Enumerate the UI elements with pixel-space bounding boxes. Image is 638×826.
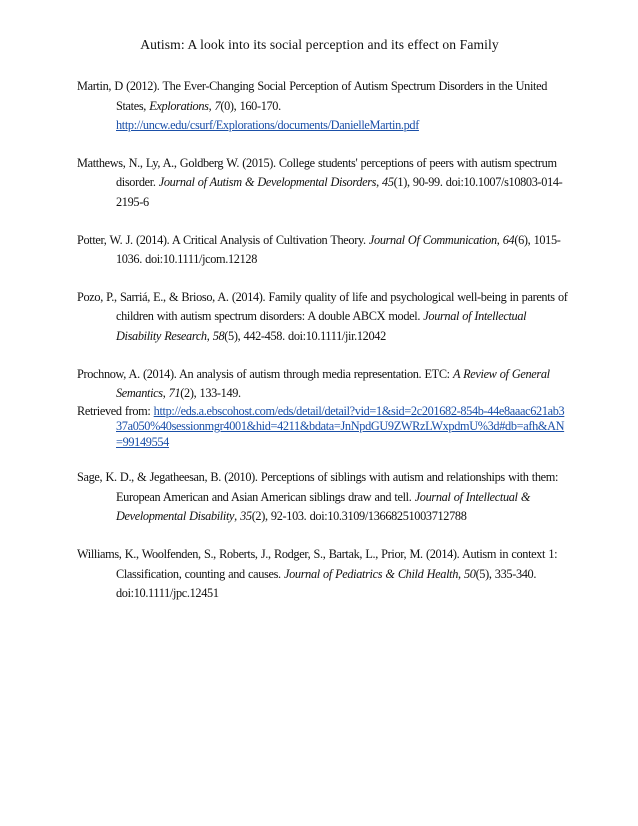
reference-link[interactable]: http://eds.a.ebscohost.com/eds/detail/detail?vid=1&sid=2c201682-854b-44e8aaac621ab337a050%40sessionmgr4001&hid=4211&bdata=JnNpdGU9ZWRzLWxpdmU%3d#db=afh&AN=99149554 <box>116 403 565 449</box>
reference-journal: A Review of General Semantics <box>116 366 550 401</box>
reference-journal: Journal Of Communication <box>368 232 497 247</box>
reference-separator: , <box>234 509 241 524</box>
reference-text: Matthews, N., Ly, A., Goldberg W. (2015). College students' perceptions of peers with autism spectrum disorder. <box>77 155 557 190</box>
reference-entry <box>77 365 568 451</box>
reference-details: (6), 1015-1036. doi:10.1111/jcom.12128 <box>116 232 561 267</box>
reference-volume: 64 <box>502 232 515 247</box>
reference-separator: , <box>376 175 383 190</box>
reference-journal: Explorations, 7 <box>149 98 221 113</box>
reference-text: Martin, D (2012). The Ever-Changing Social Perception of Autism Spectrum Disorders in the United States, <box>77 79 548 113</box>
reference-list <box>77 77 568 604</box>
reference-volume: 58 <box>212 328 225 343</box>
reference-text: Potter, W. J. (2014). A Critical Analysis of Cultivation Theory. <box>77 232 369 247</box>
reference-link[interactable]: http://uncw.edu/csurf/Explorations/documents/DanielleMartin.pdf <box>116 118 419 133</box>
reference-text: Pozo, P., Sarriá, E., & Brioso, A. (2014). Family quality of life and psychological well‐being in parents of children with autism spectrum disorders: A double ABCX model. <box>77 289 568 324</box>
reference-separator: , <box>162 386 169 401</box>
reference-details: (1), 90-99. doi:10.1007/s10803-014-2195-6 <box>116 175 563 209</box>
reference-volume: 50 <box>463 566 476 581</box>
reference-details: (5), 442-458. doi:10.1111/jir.12042 <box>224 328 386 343</box>
reference-separator: , <box>206 328 213 343</box>
reference-entry <box>77 154 568 213</box>
reference-separator: , <box>458 566 464 581</box>
reference-details: (2), 133-149. <box>180 386 241 401</box>
reference-text: Sage, K. D., & Jegatheesan, B. (2010). Perceptions of siblings with autism and relationships with them: European American and Asian American siblings draw and tell. <box>77 470 559 504</box>
reference-retrieved <box>77 403 568 451</box>
reference-entry <box>77 231 568 270</box>
reference-journal: Journal of Pediatrics & Child Health <box>284 566 458 581</box>
reference-entry <box>77 77 568 136</box>
reference-journal: Journal of Intellectual & Developmental Disability <box>116 489 531 524</box>
reference-text: Prochnow, A. (2014). An analysis of autism through media representation. ETC: <box>77 366 453 381</box>
reference-volume: 35 <box>240 509 252 524</box>
reference-details: (5), 335-340. doi:10.1111/jpc.12451 <box>116 566 537 601</box>
reference-entry <box>77 545 568 604</box>
page-title: Autism: A look into its social perception and its effect on Family <box>140 37 499 52</box>
reference-journal: Journal of Intellectual Disability Research <box>116 309 527 343</box>
reference-volume: 45 <box>382 175 394 190</box>
reference-details: (0), 160-170. <box>220 98 281 113</box>
reference-text: Williams, K., Woolfenden, S., Roberts, J., Rodger, S., Bartak, L., Prior, M. (2014). Autism in context 1: Classification, counting and causes. <box>77 547 558 581</box>
reference-volume: 71 <box>168 386 181 401</box>
reference-details: (2), 92-103. doi:10.3109/13668251003712788 <box>251 509 467 524</box>
reference-separator: , <box>496 232 503 247</box>
reference-entry <box>77 468 568 527</box>
retrieved-label: Retrieved from: <box>77 403 154 418</box>
reference-entry <box>77 288 568 347</box>
reference-journal: Journal of Autism & Developmental Disorders <box>158 175 377 190</box>
